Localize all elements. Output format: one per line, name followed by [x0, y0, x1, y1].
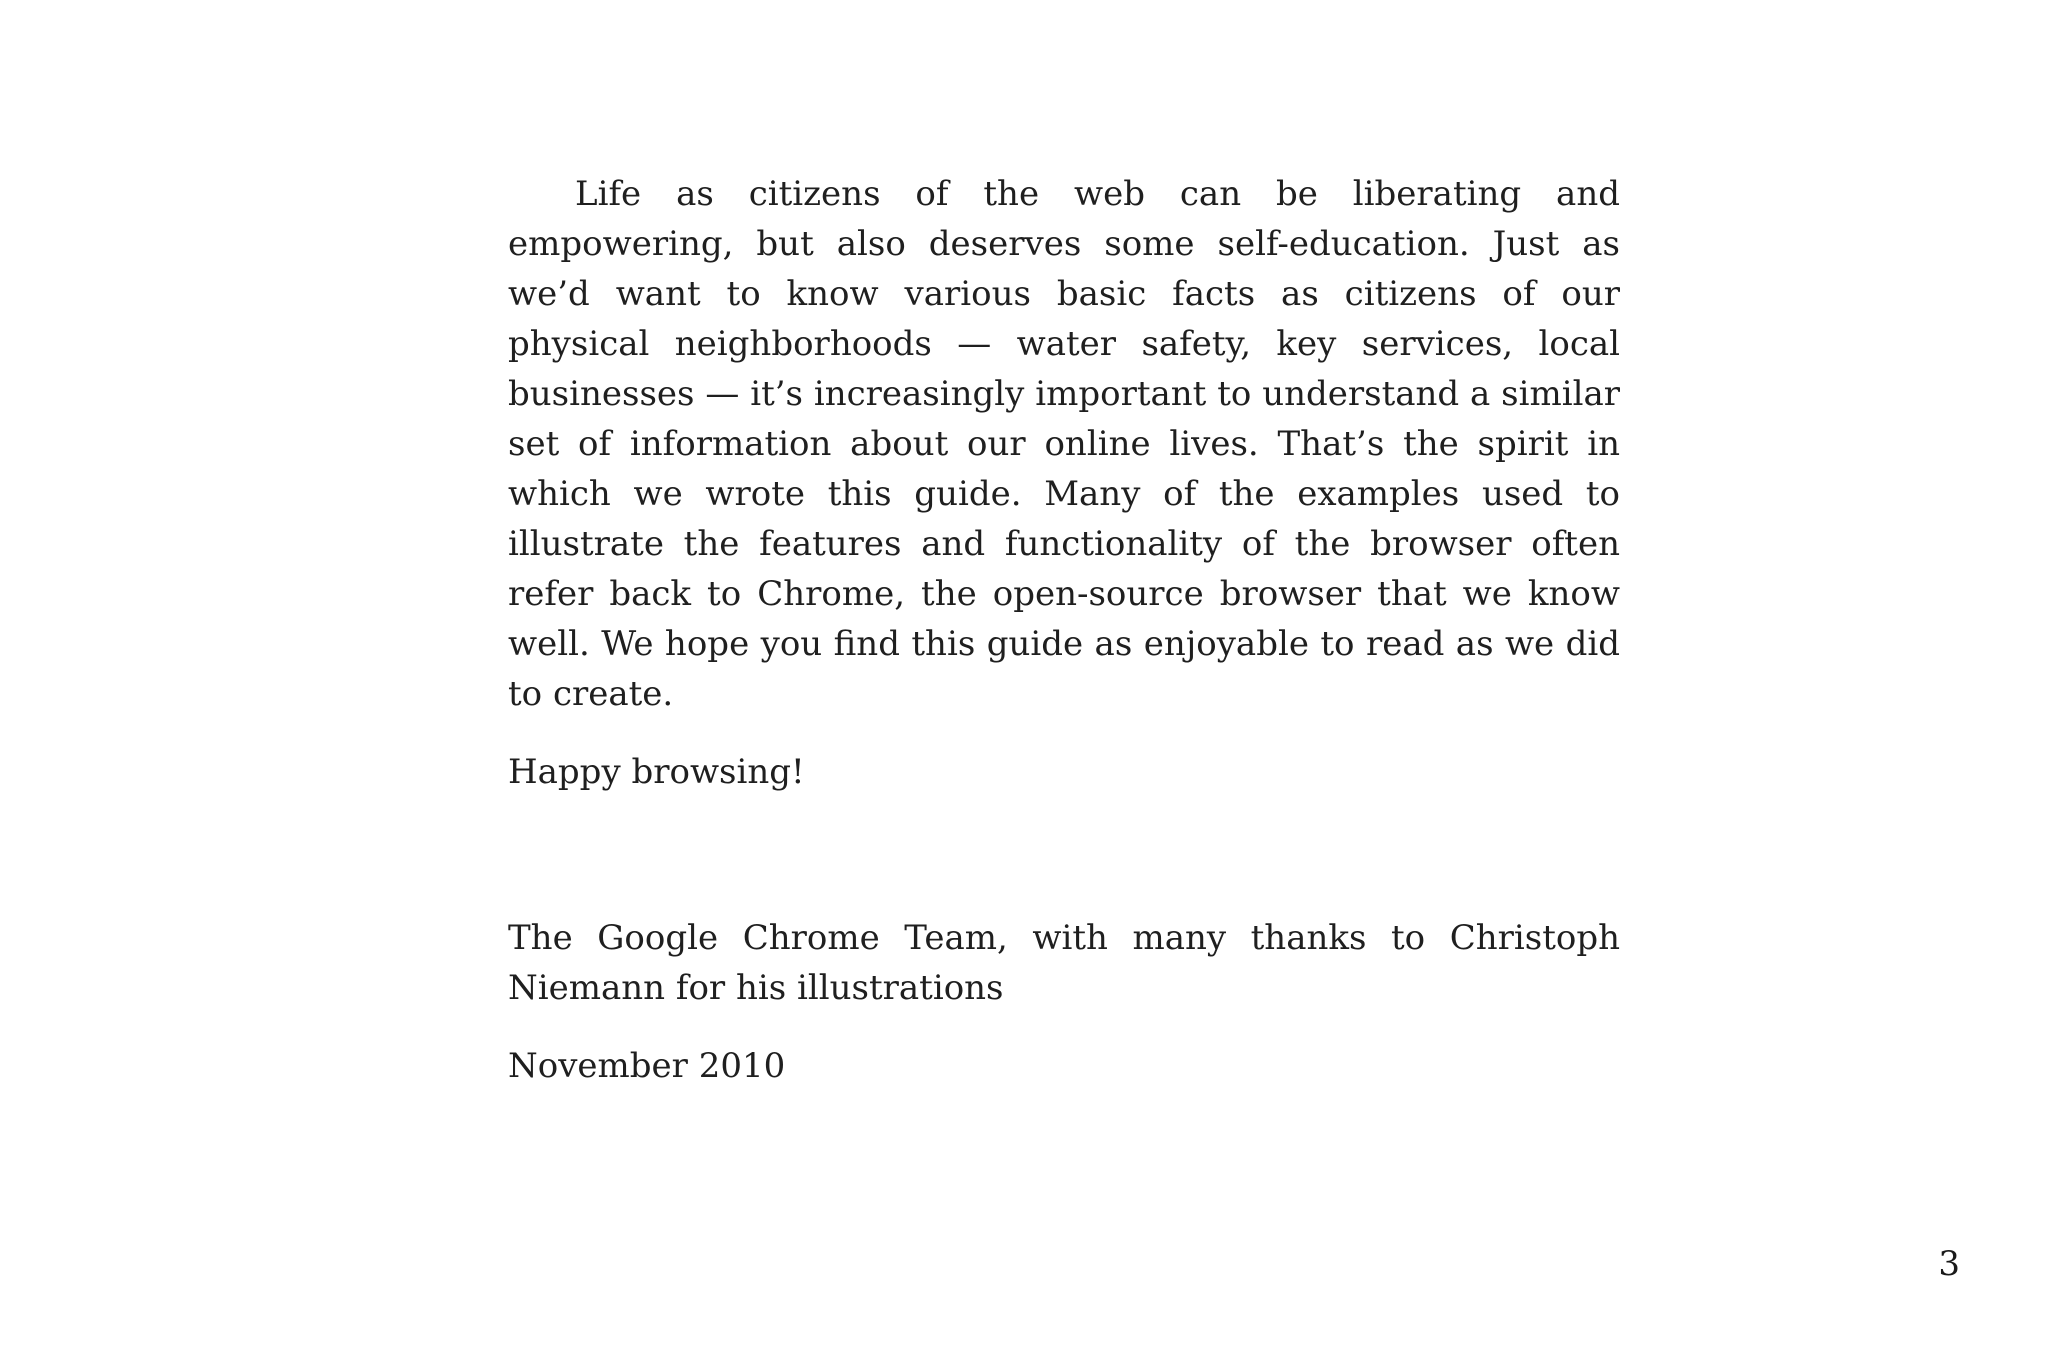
date-line: November 2010: [508, 1046, 786, 1086]
page-number: 3: [1938, 1244, 1960, 1284]
closing-line: Happy browsing!: [508, 752, 805, 792]
intro-paragraph: Life as citizens of the web can be liberating and empowering, but also deserves some self-education. Just as we’d want to know various basic facts as citizens of our physical neighborhoods — water safety, key services, local businesses — it’s increasingly important to understand a similar set of information about our online lives. That’s the spirit in which we wrote this guide. Many of the examples used to illustrate the features and functionality of the browser often refer back to Chrome, the open-source browser that we know well. We hope you find this guide as enjoyable to read as we did to create.: [508, 174, 1620, 714]
signature-line: The Google Chrome Team, with many thanks to Christoph Niemann for his illustrations: [508, 918, 1620, 1008]
text-column: [508, 169, 1620, 1091]
